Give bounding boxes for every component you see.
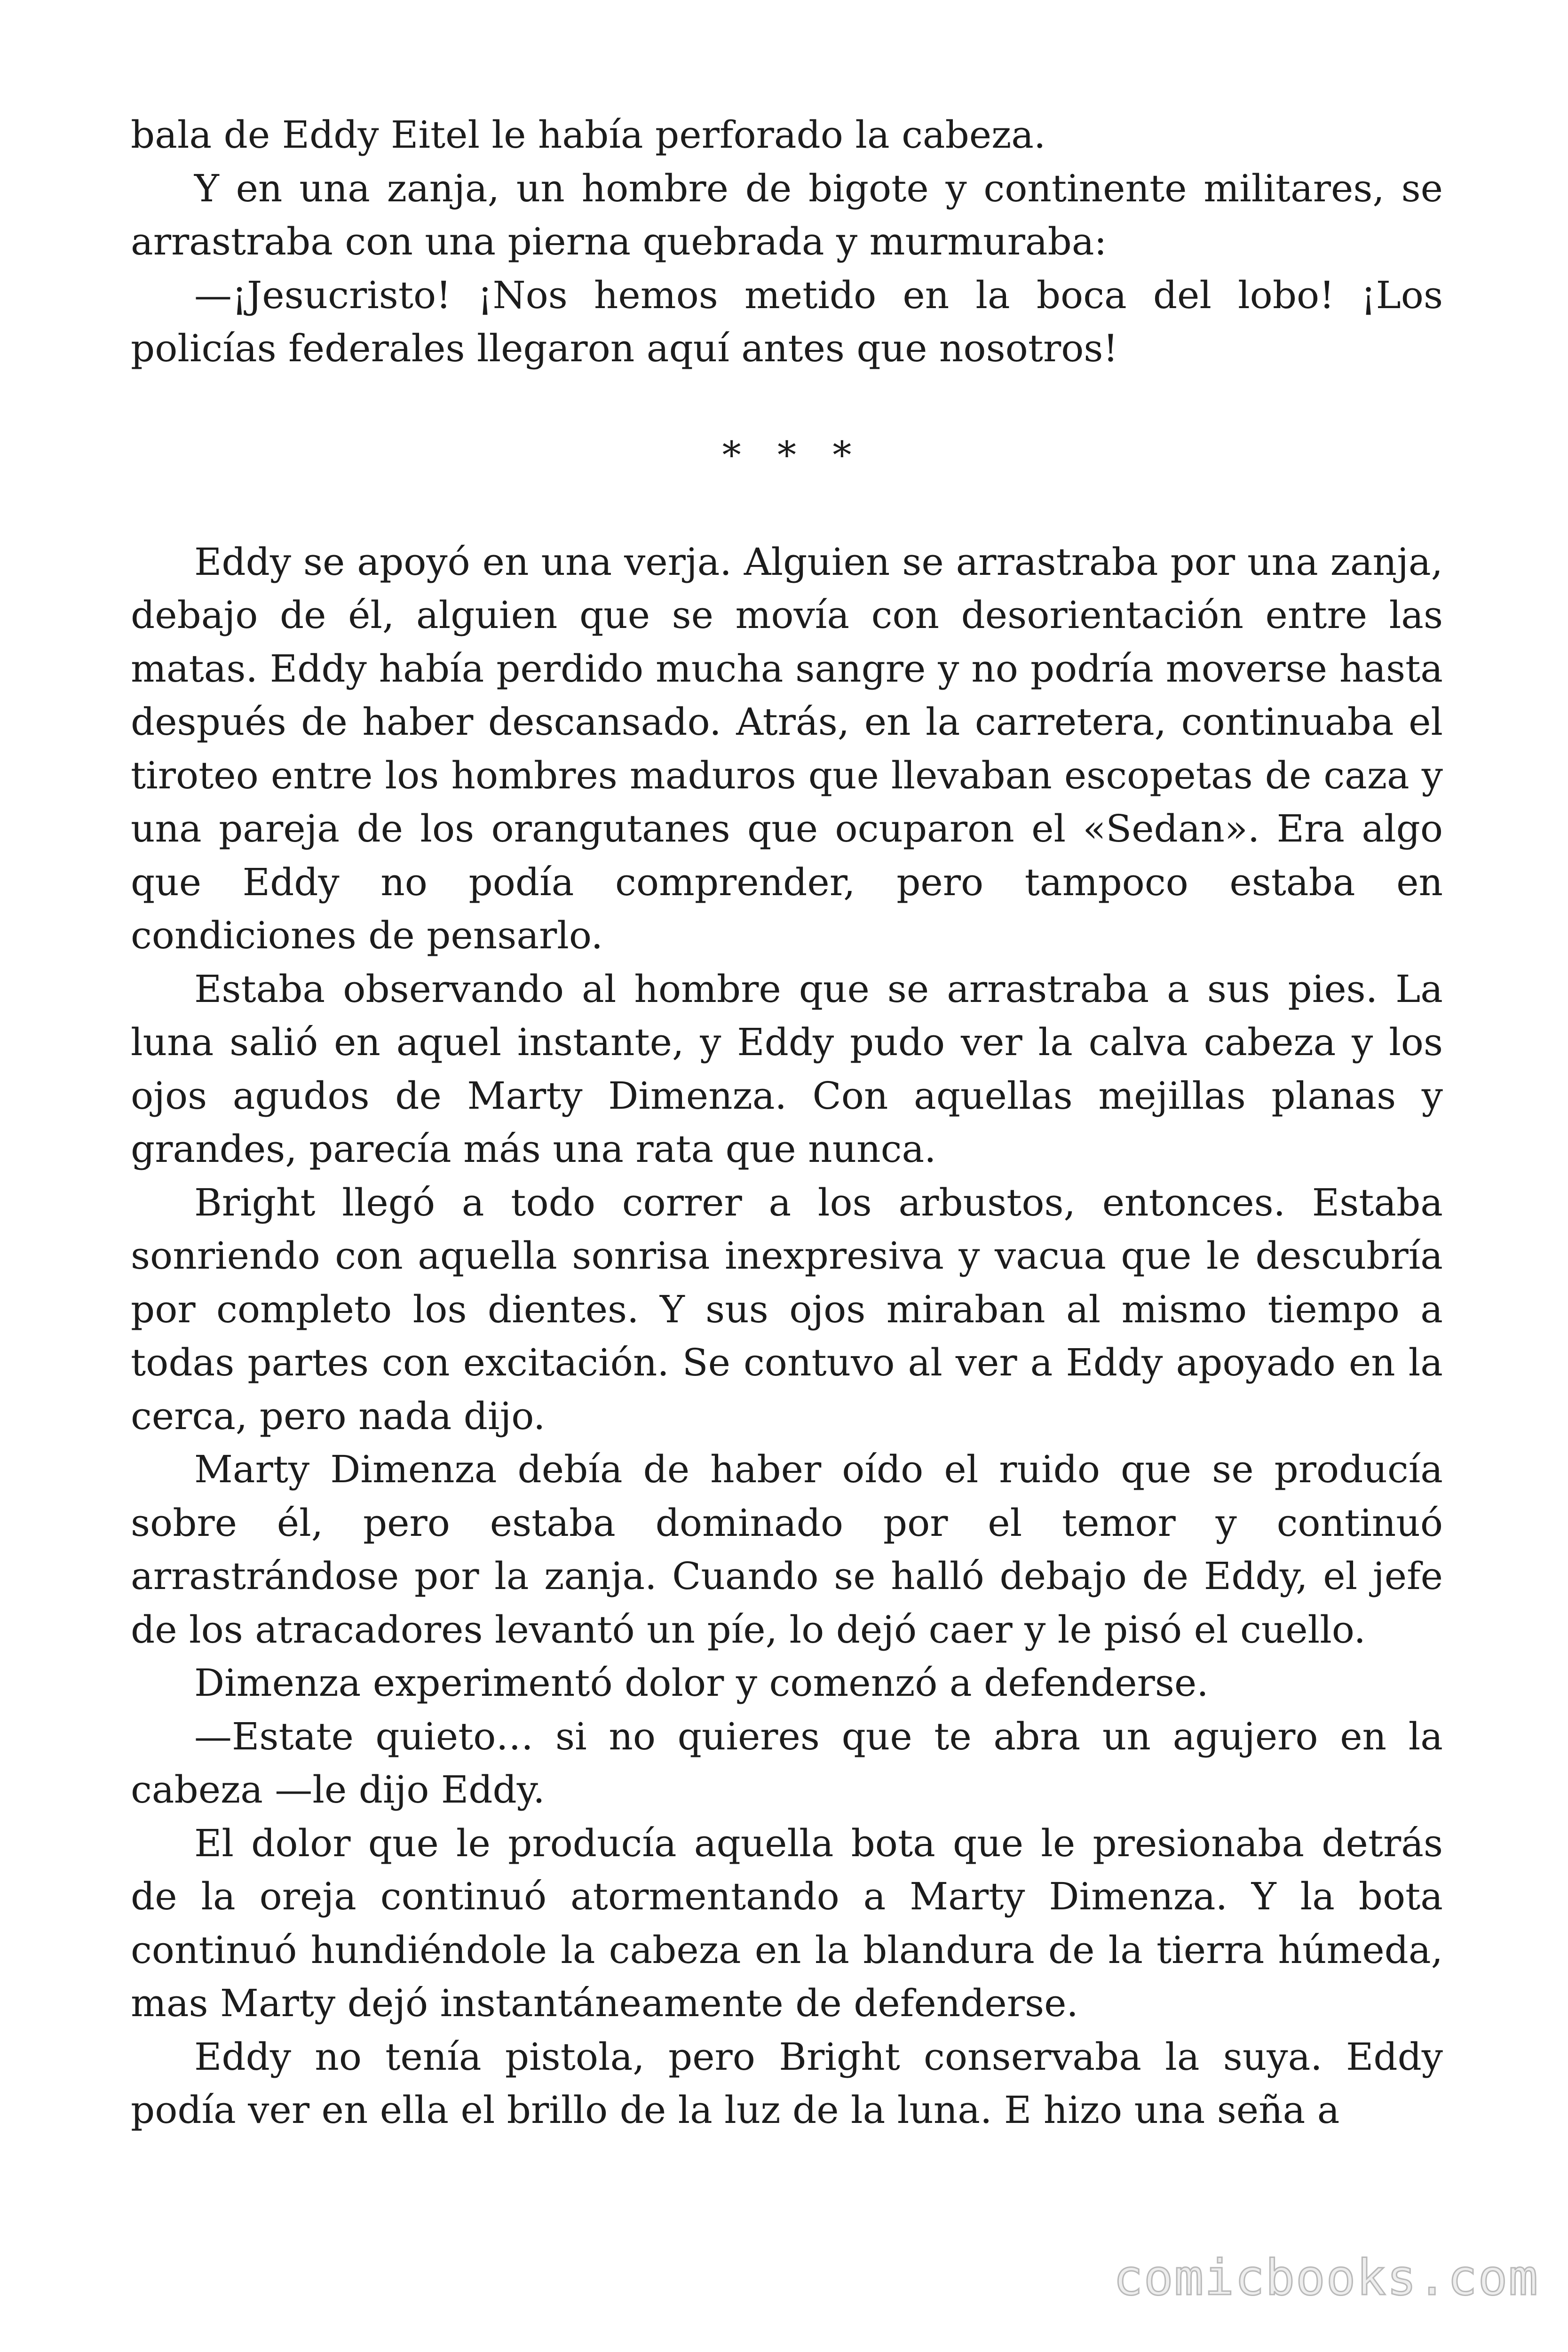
paragraph: Estaba observando al hombre que se arrastraba a sus pies. La luna salió en aquel instante, y Eddy pudo ver la calva cabeza y los ojos agudos de Marty Dimenza. Con aquellas mejillas planas y grandes, parecía más una rata que nunca. — [131, 967, 1443, 1171]
paragraph: Dimenza experimentó dolor y comenzó a defenderse. — [194, 1661, 1209, 1705]
paragraph: Eddy se apoyó en una verja. Alguien se arrastraba por una zanja, debajo de él, alguien que se movía con desorientación entre las matas. Eddy había perdido mucha sangre y no podría moverse hasta después de haber descansado. Atrás, en la carretera, continuaba el tiroteo entre los hombres maduros que llevaban escopetas de caza y una pareja de los orangutanes que ocuparon el «Sedan». Era algo que Eddy no podía comprender, pero tampoco estaba en condiciones de pensarlo. — [131, 540, 1443, 957]
paragraph: Marty Dimenza debía de haber oído el ruido que se producía sobre él, pero estaba dominado por el temor y continuó arrastrándose por la zanja. Cuando se halló debajo de Eddy, el jefe de los atracadores levantó un píe, lo dejó caer y le pisó el cuello. — [131, 1447, 1443, 1652]
paragraph: Bright llegó a todo correr a los arbustos, entonces. Estaba sonriendo con aquella sonrisa inexpresiva y vacua que le descubría por completo los dientes. Y sus ojos miraban al mismo tiempo a todas partes con excitación. Se contuvo al ver a Eddy apoyado en la cerca, pero nada dijo. — [131, 1180, 1443, 1438]
paragraph-dialogue: —¡Jesucristo! ¡Nos hemos metido en la boca del lobo! ¡Los policías federales llegaron aquí antes que nosotros! — [131, 273, 1443, 370]
paragraph: Y en una zanja, un hombre de bigote y continente militares, se arrastraba con una pierna quebrada y murmuraba: — [131, 166, 1443, 263]
paragraph-continuation: bala de Eddy Eitel le había perforado la cabeza. — [131, 113, 1046, 157]
paragraph-last: Eddy no tenía pistola, pero Bright conservaba la suya. Eddy podía ver en ella el brillo de la luz de la luna. E hizo una seña a — [131, 2034, 1443, 2132]
site-watermark: comicbooks.com — [1113, 2249, 1539, 2306]
paragraph: El dolor que le producía aquella bota que le presionaba detrás de la oreja continuó atormentando a Marty Dimenza. Y la bota continuó hundiéndole la cabeza en la blandura de la tierra húmeda, mas Marty dejó instantáneamente de defenderse. — [131, 1821, 1443, 2025]
paragraph-dialogue: —Estate quieto… si no quieres que te abra un agujero en la cabeza —le dijo Eddy. — [131, 1714, 1443, 1812]
section-separator: * * * — [722, 433, 864, 477]
book-page — [131, 108, 1443, 2201]
